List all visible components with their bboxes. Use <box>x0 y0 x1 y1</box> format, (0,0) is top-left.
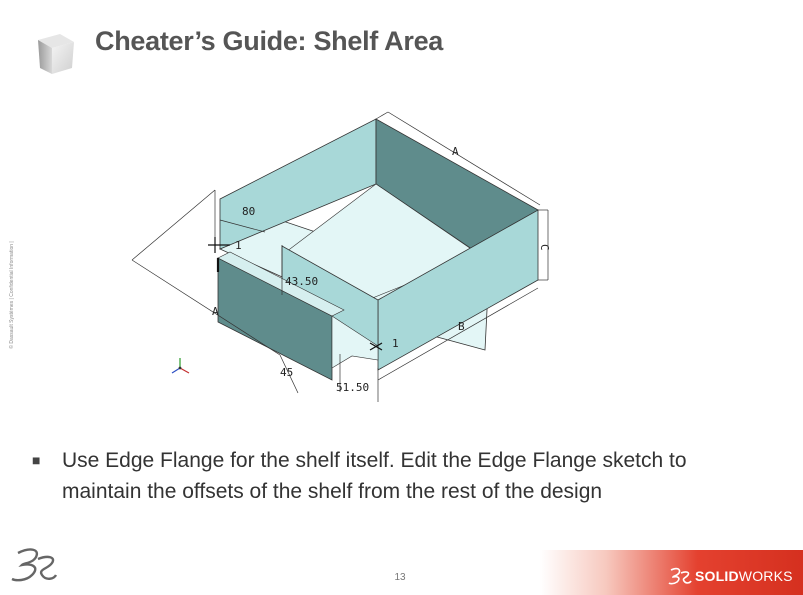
solidworks-logo <box>668 566 793 586</box>
dim-label-51-50: 51.50 <box>336 381 370 394</box>
confidentiality-note: © Dassault Systèmes | Confidential Information | <box>9 241 15 349</box>
dim-label-a-top: A <box>452 145 459 158</box>
axis-triad-icon <box>172 358 189 373</box>
brand-suffix: WORKS <box>738 568 793 584</box>
dim-label-1-right: 1 <box>392 337 399 350</box>
cube-icon <box>30 30 80 80</box>
page-title: Cheater’s Guide: Shelf Area <box>95 26 444 56</box>
dim-label-1-left: 1 <box>235 239 242 252</box>
dim-label-45: 45 <box>280 366 294 379</box>
page-number: 13 <box>394 572 406 583</box>
shelf-drawing <box>120 110 560 410</box>
brand-prefix: SOLID <box>695 568 739 584</box>
dim-label-b: B <box>458 320 465 333</box>
bullet-marker: ■ <box>32 452 41 468</box>
dim-label-a-left: A <box>212 305 219 318</box>
dim-label-c: C <box>538 244 551 251</box>
dim-label-80: 80 <box>242 205 256 218</box>
ds-logo-icon <box>8 545 60 587</box>
ds-brand-icon <box>668 567 692 585</box>
bullet-item: Use Edge Flange for the shelf itself. Edit the Edge Flange sketch to maintain the offsets of the shelf from the rest of the design <box>62 449 687 503</box>
dim-label-43-50: 43.50 <box>285 275 319 288</box>
